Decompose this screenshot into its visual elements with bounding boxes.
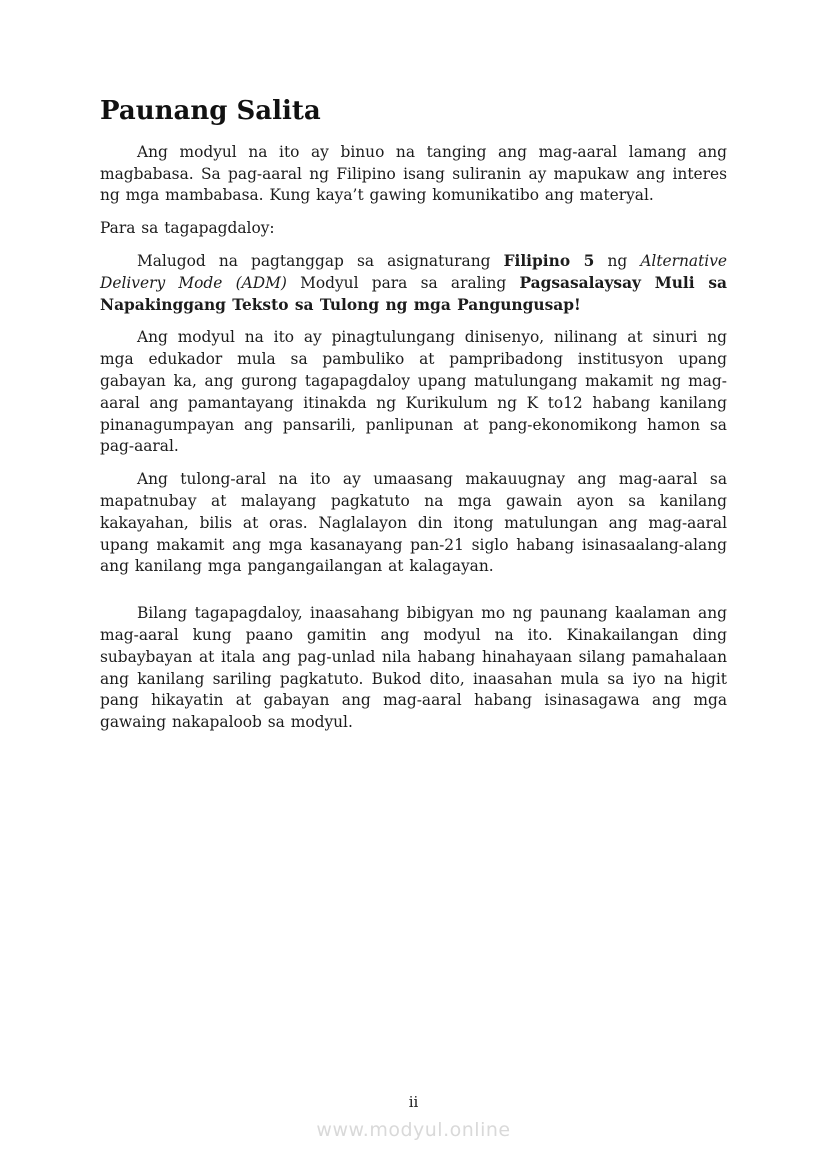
- paragraph-intro: Ang modyul na ito ay binuo na tanging ang mag-aaral lamang ang magbabasa. Sa pag-aaral ng Filipino isang suliranin ay mapukaw ang interes ng mga mambabasa. Kung kaya’t gawing komunikatibo ang materyal.: [100, 142, 727, 205]
- paragraph-facilitator-label: Para sa tagapagdaloy:: [100, 219, 275, 238]
- text-run: Malugod na pagtanggap sa asignaturang: [137, 252, 504, 271]
- text-run-lesson-title-bold: Pagsasalaysay Muli sa Napakinggang Teksto sa Tulong ng mga Pangungusap!: [100, 273, 727, 314]
- paragraph-design: Ang modyul na ito ay pinagtulungang dinisenyo, nilinang at sinuri ng mga edukador mula sa pambuliko at pampribadong institusyon upang gabayan ka, ang gurong tagapagdaloy upang matulungang makamit ng mag-aaral ang pamantayang itinakda ng Kurikulum ng K to12 habang kanilang pinanagumpayan ang pansarili, panlipunan at pang-ekonomikong hamon sa pag-aaral.: [100, 328, 727, 456]
- text-run-subject-bold: Filipino 5: [503, 252, 595, 271]
- page-number: ii: [408, 1093, 419, 1111]
- page-title: Paunang Salita: [100, 96, 321, 126]
- paragraph-learning-aid: Ang tulong-aral na ito ay umaasang makauugnay ang mag-aaral sa mapatnubay at malayang pagkatuto na mga gawain ayon sa kanilang kakayahan, bilis at oras. Naglalayon din itong matulungan ang mag-aaral upang makamit ang mga kasanayang pan-21 siglo habang isinasaalang-alang ang kanilang mga pangangailangan at kalagayan.: [100, 470, 727, 576]
- text-run-adm-italic: Alternative Delivery Mode (ADM): [100, 252, 727, 292]
- text-run: Modyul para sa araling: [286, 273, 520, 292]
- paragraph-facilitator-role: Bilang tagapagdaloy, inaasahang bibigyan mo ng paunang kaalaman ang mag-aaral kung paano gamitin ang modyul na ito. Kinakailangan ding subaybayan at itala ang pag-unlad nila habang hinahayaan silang pamahalaan ang kanilang sariling pagkatuto. Bukod dito, inaasahan mula sa iyo na higit pang hikayatin at gabayan ang mag-aaral habang isinasagawa ang mga gawaing nakapaloob sa modyul.: [100, 604, 727, 732]
- text-run: ng: [594, 252, 641, 271]
- watermark-text: www.modyul.online: [316, 1119, 511, 1141]
- paragraph-greeting: [100, 251, 727, 316]
